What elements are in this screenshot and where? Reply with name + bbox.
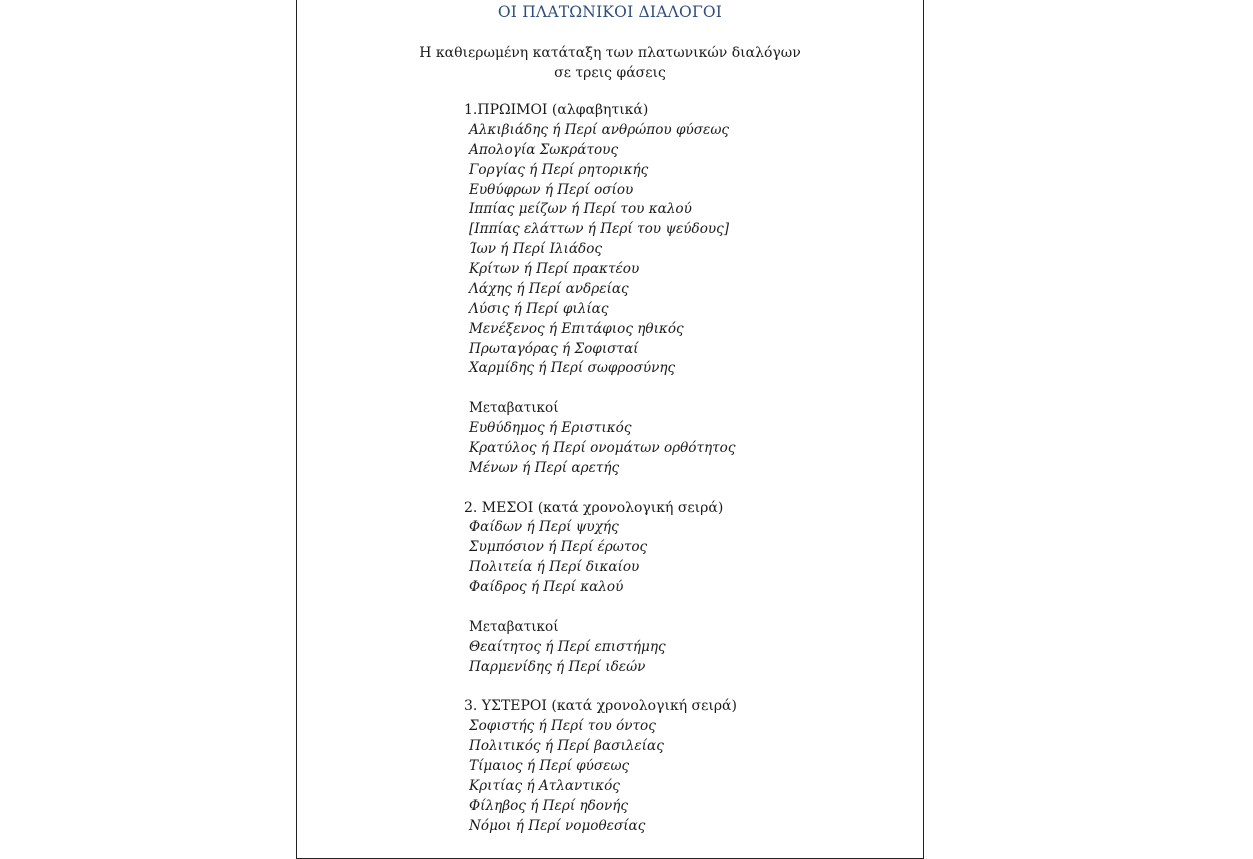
section-heading: 1.ΠΡΩΙΜΟΙ (αλφαβητικά) (464, 102, 649, 118)
blank-line (464, 379, 904, 399)
dialogue-entry: Λάχης ή Περί ανδρείας (469, 280, 629, 297)
dialogue-entry: Μενέξενος ή Επιτάφιος ηθικός (469, 320, 684, 337)
dialogue-entry: Ευθύφρων ή Περί οσίου (469, 181, 634, 198)
dialogue-entry: Πολιτικός ή Περί βασιλείας (469, 738, 664, 754)
dialogue-entry: Λύσις ή Περί φιλίας (469, 300, 609, 317)
dialogue-entry: Σοφιστής ή Περί του όντος (469, 718, 656, 735)
dialogue-entry: Κριτίας ή Ατλαντικός (469, 777, 620, 794)
document-subtitle (297, 43, 923, 83)
dialogue-entry: Αλκιβιάδης ή Περί ανθρώπου φύσεως (469, 121, 730, 138)
document-page (296, 0, 924, 859)
dialogue-entry: Πολιτεία ή Περί δικαίου (469, 559, 640, 576)
dialogue-entry: Φαίδων ή Περί ψυχής (469, 519, 619, 536)
dialogue-entry: Παρμενίδης ή Περί ιδεών (469, 658, 646, 675)
dialogue-entry: Συμπόσιον ή Περί έρωτος (469, 539, 648, 556)
subtitle-line-1: Η καθιερωμένη κατάταξη των πλατωνικών διαλόγων (419, 45, 801, 61)
dialogue-entry: Απολογία Σωκράτους (469, 141, 619, 158)
dialogue-entry: Ίων ή Περί Ιλιάδος (469, 241, 603, 258)
dialogue-entry: Γοργίας ή Περί ρητορικής (469, 161, 649, 178)
dialogue-entry: Χαρμίδης ή Περί σωφροσύνης (469, 360, 676, 377)
dialogue-entry: Τίμαιος ή Περί φύσεως (469, 757, 630, 774)
subsection-heading: Μεταβατικοί (469, 400, 559, 417)
section-heading: 3. ΥΣΤΕΡΟΙ (κατά χρονολογική σειρά) (464, 698, 737, 715)
subsection-heading: Μεταβατικοί (469, 618, 559, 635)
dialogue-entry: [Ιππίας ελάττων ή Περί του ψεύδους] (469, 221, 730, 238)
blank-line (464, 677, 904, 697)
blank-line (464, 479, 904, 499)
dialogue-entry: Κρίτων ή Περί πρακτέου (469, 261, 640, 277)
dialogue-list (464, 101, 904, 836)
dialogue-entry: Φαίδρος ή Περί καλού (469, 579, 624, 595)
subtitle-line-2: σε τρεις φάσεις (554, 65, 666, 81)
dialogue-entry: Νόμοι ή Περί νομοθεσίας (469, 817, 646, 834)
dialogue-entry: Ιππίας μείζων ή Περί του καλού (469, 201, 692, 218)
dialogue-entry: Ευθύδημος ή Εριστικός (469, 420, 632, 436)
dialogue-entry: Μένων ή Περί αρετής (469, 459, 620, 476)
dialogue-entry: Θεαίτητος ή Περί επιστήμης (469, 638, 666, 655)
document-title: ΟΙ ΠΛΑΤΩΝΙΚΟΙ ΔΙΑΛΟΓΟΙ (497, 3, 723, 21)
section-heading: 2. ΜΕΣΟΙ (κατά χρονολογική σειρά) (464, 499, 724, 516)
dialogue-entry: Φίληβος ή Περί ηδονής (469, 797, 629, 814)
dialogue-entry: Πρωταγόρας ή Σοφισταί (469, 340, 639, 357)
dialogue-entry: Κρατύλος ή Περί ονομάτων ορθότητος (469, 439, 736, 456)
blank-line (464, 598, 904, 618)
